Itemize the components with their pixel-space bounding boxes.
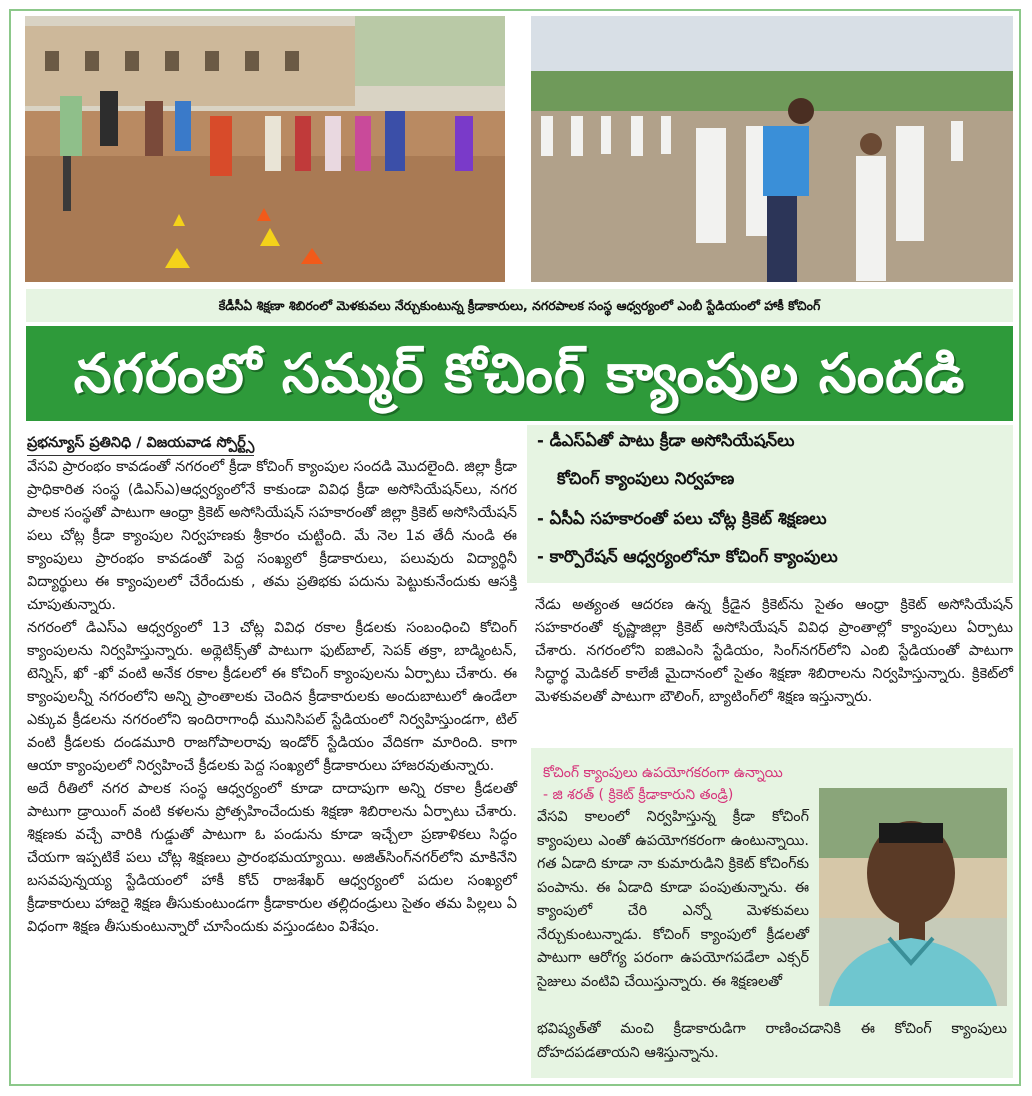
article-left-column: [27, 432, 517, 1072]
article-paragraph: అదే రీతిలో నగర పాలక సంస్థ ఆధ్వర్యంలో కూడా దాదాపుగా అన్ని రకాల క్రీడలతో పాటుగా డ్రాయింగ్ వంటి కళలను ప్రోత్సహించేందుకు శిక్షణా శిబిరాలను ఏర్పాటు చేశారు. శిక్షణకు వచ్చే వారికి గుడ్డుతో పాటుగా ఓ పండును కూడా ఇచ్చేలా ప్రణాళికలు సిద్ధం చేయగా ఇప్పటికే పలు చోట్ల శిక్షణలు ప్రారంభమయ్యాయి. అజిత్‌సింగ్‌నగర్‌లోని మాకినేని బసవపున్నయ్య స్టేడియంలో హాకీ కోచ్ రాజశేఖర్ ఆధ్వర్యంలో పదుల సంఖ్యలో క్రీడాకారులు హాజరై శిక్షణ తీసుకుంటుండగా క్రీడాకారుల తల్లిదండ్రులు సైతం తమ పిల్లలు ఏ విధంగా శిక్షణ తీసుకుంటున్నారో చూసేందుకు వస్తుండటం విశేషం.: [27, 781, 517, 935]
article-paragraph: నగరంలో డిఎస్ఎ ఆధ్వర్యంలో 13 చోట్ల వివిధ రకాల క్రీడలకు సంబంధించి కోచింగ్ క్యాంపులను నిర్వహిస్తున్నారు. అథ్లెటిక్స్‌తో పాటుగా ఫుట్‌బాల్, సెపక్ తక్రా, బాడ్మింటన్, టెన్నిస్, ఖో -ఖో వంటి అనేక రకాల క్రీడలలో ఈ కోచింగ్ క్యాంపులను ఏర్పాటు చేశారు. ఈ క్యాంపులన్నీ నగరంలోని అన్ని ప్రాంతాలకు చెందిన క్రీడాకారులకు అందుబాటులో ఉండేలా ఎక్కువ క్రీడలను నగరంలోని ఇందిరాగాంధీ మునిసిపల్ స్టేడియంలో నిర్వహిస్తుండగా, టిల్ వంటి క్రీడలకు దండమూరి రాజగోపాలరావు ఇండోర్ స్టేడియం వేదికగా మారింది. కాగా ఆయా క్యాంపులలో నిర్వహించే క్రీడలకు పెద్ద సంఖ్యలో క్రీడాకారులు హాజరవుతున్నారు.: [27, 620, 517, 774]
quote-attribution: - జి శరత్ ( క్రికెట్ క్రీడాకారుని తండ్రి): [543, 787, 734, 803]
quote-heading: కోచింగ్ క్యాంపులు ఉపయోగకరంగా ఉన్నాయి: [543, 765, 783, 781]
quote-box: [531, 748, 1013, 1078]
article-right-column: [535, 594, 1013, 709]
article-paragraph: వేసవి ప్రారంభం కావడంతో నగరంలో క్రీడా కోచింగ్ క్యాంపుల సందడి మొదలైంది. జిల్లా క్రీడా ప్రాధికారిత సంస్థ (డిఎస్ఎ)ఆధ్వర్యంలోనే కాకుండా వివిధ క్రీడా అసోసియేషన్‌లు, నగర పాలక సంస్థతో పాటుగా ఆంధ్రా క్రికెట్ అసోసియేషన్ సహకారంతో జిల్లా క్రికెట్ అసోసియేషన్ పలు చోట్ల క్రీడా క్యాంపుల నిర్వహణకు శ్రీకారం చుట్టింది. మే నెల 1వ తేదీ నుండి ఈ క్యాంపులు ప్రారంభం కావడంతో పెద్ద సంఖ్యలో క్రీడాకారులు, పలువురు విద్యార్థినీ విద్యార్థులు ఈ క్యాంపులలో చేరేందుకు , తమ ప్రతిభకు పదును పెట్టుకునేందుకు ఆసక్తి చూపుతున్నారు.: [27, 459, 517, 613]
portrait-photo: [819, 788, 1007, 1006]
cricket-coaching-photo: [531, 16, 1013, 282]
article-paragraph: నేడు అత్యంత ఆదరణ ఉన్న క్రీడైన క్రికెట్‌ను సైతం ఆంధ్రా క్రికెట్ అసోసియేషన్ సహకారంతో కృష్ణాజిల్లా క్రికెట్ అసోసియేషన్ వివిధ ప్రాంతాల్లో క్యాంపులు ఏర్పాటు చేశారు. నగరంలోని ఐజిఎంసి స్టేడియం, సింగ్‌నగర్‌లోని ఎంబి స్టేడియంతో పాటుగా సిద్ధార్థ మెడికల్ కాలేజీ మైదానంలో సైతం శిక్షణా శిబిరాలను నిర్వహిస్తున్నారు. క్రికెట్‌లో మెళకువలతో పాటుగా బౌలింగ్, బ్యాటింగ్‌లో శిక్షణ ఇస్తున్నారు.: [535, 597, 1013, 705]
quote-text: వేసవి కాలంలో నిర్వహిస్తున్న క్రీడా కోచింగ్ క్యాంపులు ఎంతో ఉపయోగకరంగా ఉంటున్నాయి. గత ఏడాది కూడా నా కుమారుడిని క్రికెట్ కోచింగ్‌కు పంపాను. ఈ ఏడాది కూడా పంపుతున్నాను. ఈ క్యాంపులో చేరి ఎన్నో మెళకువలు నేర్చుకుంటున్నాడు. కోచింగ్ క్యాంపులో క్రీడలతో పాటుగా ఆరోగ్య పరంగా ఉపయోగపడేలా ఎక్సర్ సైజులు వంటివి చేయిస్తున్నారు. ఈ శిక్షణలతో: [537, 809, 809, 990]
quote-heading-block: [543, 762, 823, 806]
photo-caption: కేడీసీఏ శిక్షణా శిబిరంలో మెళకువలు నేర్చుకుంటున్న క్రీడాకారులు, నగరపాలక సంస్థ ఆధ్వర్యంలో ఎంబీ స్టేడియంలో హాకీ కోచింగ్: [26, 289, 1013, 322]
highlight-item: - ఏసీఏ సహకారంతో పలు చోట్ల క్రికెట్ శిక్షణలు: [537, 509, 827, 528]
quote-text-continued: భవిష్యత్‌తో మంచి క్రీడాకారుడిగా రాణించడానికి ఈ కోచింగ్ క్యాంపులు దోహదపడతాయని ఆశిస్తున్నాను.: [537, 1021, 1007, 1061]
highlight-item: - డీఎస్ఏతో పాటు క్రీడా అసోసియేషన్‌లు: [537, 431, 795, 450]
highlight-item: - కార్పొరేషన్ ఆధ్వర్యంలోనూ కోచింగ్ క్యాంపులు: [537, 547, 838, 566]
hockey-coaching-photo: [25, 16, 505, 282]
highlight-item: కోచింగ్ క్యాంపులు నిర్వహణ: [557, 469, 735, 488]
highlights-box: [527, 425, 1013, 583]
byline: ప్రభన్యూస్ ప్రతినిధి / విజయవాడ స్పోర్ట్స్: [27, 432, 254, 456]
page-headline: నగరంలో సమ్మర్ కోచింగ్ క్యాంపుల సందడి: [26, 326, 1013, 421]
